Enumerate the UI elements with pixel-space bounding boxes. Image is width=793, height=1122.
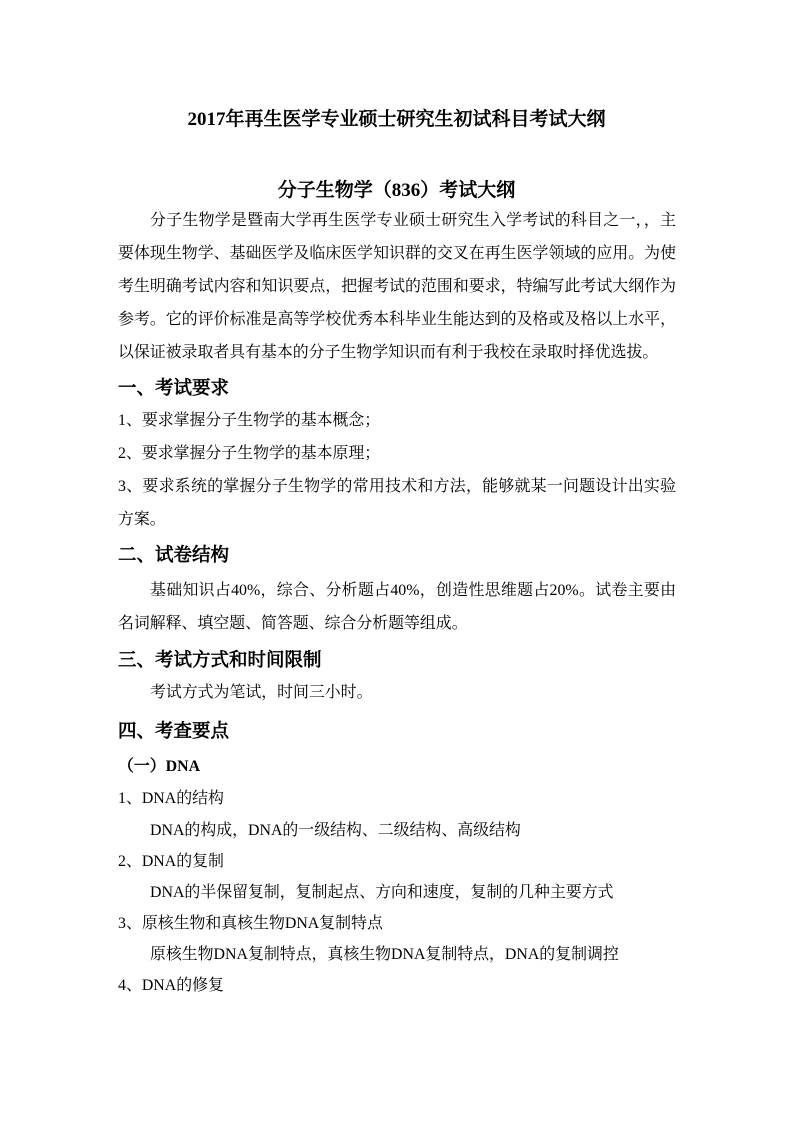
document-title: 2017年再生医学专业硕士研究生初试科目考试大纲: [187, 109, 606, 130]
list-item: 2、DNA的复制: [118, 853, 224, 870]
subject-title: 分子生物学（836）考试大纲: [277, 180, 516, 201]
section-heading-exam-method: 三、考试方式和时间限制: [118, 650, 322, 671]
list-item: 3、原核生物和真核生物DNA复制特点: [118, 915, 383, 932]
list-item-detail: DNA的半保留复制，复制起点、方向和速度，复制的几种主要方式: [150, 884, 614, 901]
requirements-list: [118, 404, 676, 536]
list-item: 1、DNA的结构: [118, 790, 224, 807]
list-item: 2、要求掌握分子生物学的基本原理；: [118, 445, 381, 462]
list-item: 3、要求系统的掌握分子生物学的常用技术和方法，能够就某一问题设计出实验方案。: [118, 478, 676, 528]
intro-paragraph: 分子生物学是暨南大学再生医学专业硕士研究生入学考试的科目之一，，主要体现生物学、基础医学及临床医学知识群的交叉在再生医学领域的应用。为使考生明确考试内容和知识要点，把握考试的范围和要求，特编写此考试大纲作为参考。它的评价标准是高等学校优秀本科毕业生能达到的及格或及格以上水平，以保证被录取者具有基本的分子生物学知识而有利于我校在录取时择优选拔。: [118, 212, 676, 361]
structure-paragraph: 基础知识占40%，综合、分析题占40%，创造性思维题占20%。试卷主要由名词解释、填空题、简答题、综合分析题等组成。: [118, 582, 676, 632]
list-item: 4、DNA的修复: [118, 977, 224, 994]
section-heading-key-points: 四、考查要点: [118, 721, 230, 742]
exam-method-paragraph: 考试方式为笔试，时间三小时。: [150, 684, 373, 701]
list-item: 1、要求掌握分子生物学的基本概念；: [118, 412, 381, 429]
list-item-detail: DNA的构成，DNA的一级结构、二级结构、高级结构: [150, 822, 521, 839]
key-points: [118, 750, 676, 1001]
list-item-detail: 原核生物DNA复制特点，真核生物DNA复制特点，DNA的复制调控: [150, 946, 619, 963]
section-heading-requirements: 一、考试要求: [118, 378, 230, 399]
subsection-heading-dna: （一）DNA: [118, 758, 201, 775]
section-heading-structure: 二、试卷结构: [118, 545, 230, 566]
